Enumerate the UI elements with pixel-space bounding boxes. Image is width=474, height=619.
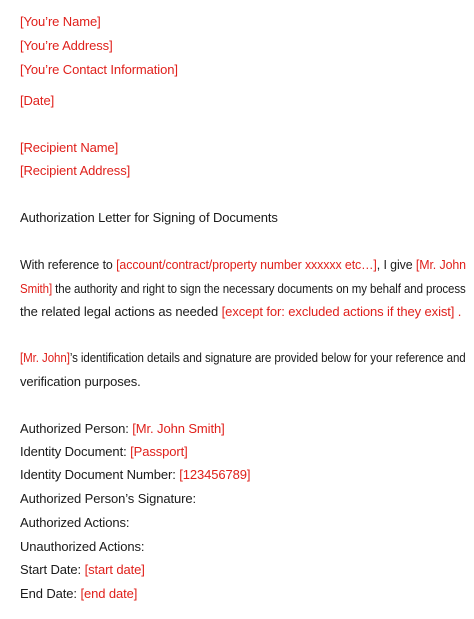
para1-line2 — [20, 281, 466, 297]
field-authorized-person — [20, 421, 225, 437]
para1-text3: the related legal actions as needed — [20, 304, 222, 319]
field-signature — [20, 491, 196, 507]
account-placeholder: [account/contract/property number xxxxxx etc…] — [116, 257, 377, 272]
field-label: Authorized Actions: — [20, 515, 130, 530]
field-start-date — [20, 562, 145, 578]
field-value: [Mr. John Smith] — [132, 421, 225, 436]
para1-mid: , I give — [376, 257, 416, 272]
field-value: [Passport] — [130, 444, 188, 459]
field-label: Start Date: — [20, 562, 85, 577]
field-identity-number — [20, 467, 250, 483]
name-placeholder-2: [Mr. John] — [20, 350, 70, 365]
para1-line1 — [20, 257, 466, 273]
para1-text: With reference to — [20, 257, 117, 272]
para1-text2: the authority and right to sign the necessary documents on my behalf and process — [52, 281, 466, 296]
field-value: [start date] — [84, 562, 145, 577]
field-end-date — [20, 586, 137, 602]
recipient-name: [Recipient Name] — [20, 140, 119, 155]
field-unauthorized-actions — [20, 539, 144, 555]
name-placeholder: [Mr. John — [415, 257, 466, 272]
recipient-address: [Recipient Address] — [20, 163, 131, 178]
field-label: Unauthorized Actions: — [20, 539, 145, 554]
field-value: [123456789] — [179, 467, 251, 482]
field-label: Identity Document Number: — [20, 467, 180, 482]
field-label: End Date: — [20, 586, 81, 601]
field-label: Authorized Person’s Signature: — [20, 491, 196, 506]
para1-end: . — [454, 304, 462, 319]
letter-subject: Authorization Letter for Signing of Documents — [20, 210, 278, 225]
exceptions-placeholder: [except for: excluded actions if they exist] — [221, 304, 455, 319]
field-label: Identity Document: — [20, 444, 131, 459]
para2-line1 — [20, 350, 466, 366]
para2-line2: verification purposes. — [20, 374, 141, 389]
sender-address: [You’re Address] — [20, 38, 113, 53]
letter-date: [Date] — [20, 93, 55, 108]
field-label: Authorized Person: — [20, 421, 133, 436]
field-value: [end date] — [80, 586, 138, 601]
field-identity-document — [20, 444, 188, 460]
field-authorized-actions — [20, 515, 129, 531]
sender-contact: [You’re Contact Information] — [20, 62, 178, 77]
name-placeholder-cont: Smith] — [20, 281, 53, 296]
para2-text: ’s identification details and signature are provided below for your reference and — [69, 350, 466, 365]
para1-line3 — [20, 304, 461, 320]
sender-name: [You’re Name] — [20, 14, 101, 29]
